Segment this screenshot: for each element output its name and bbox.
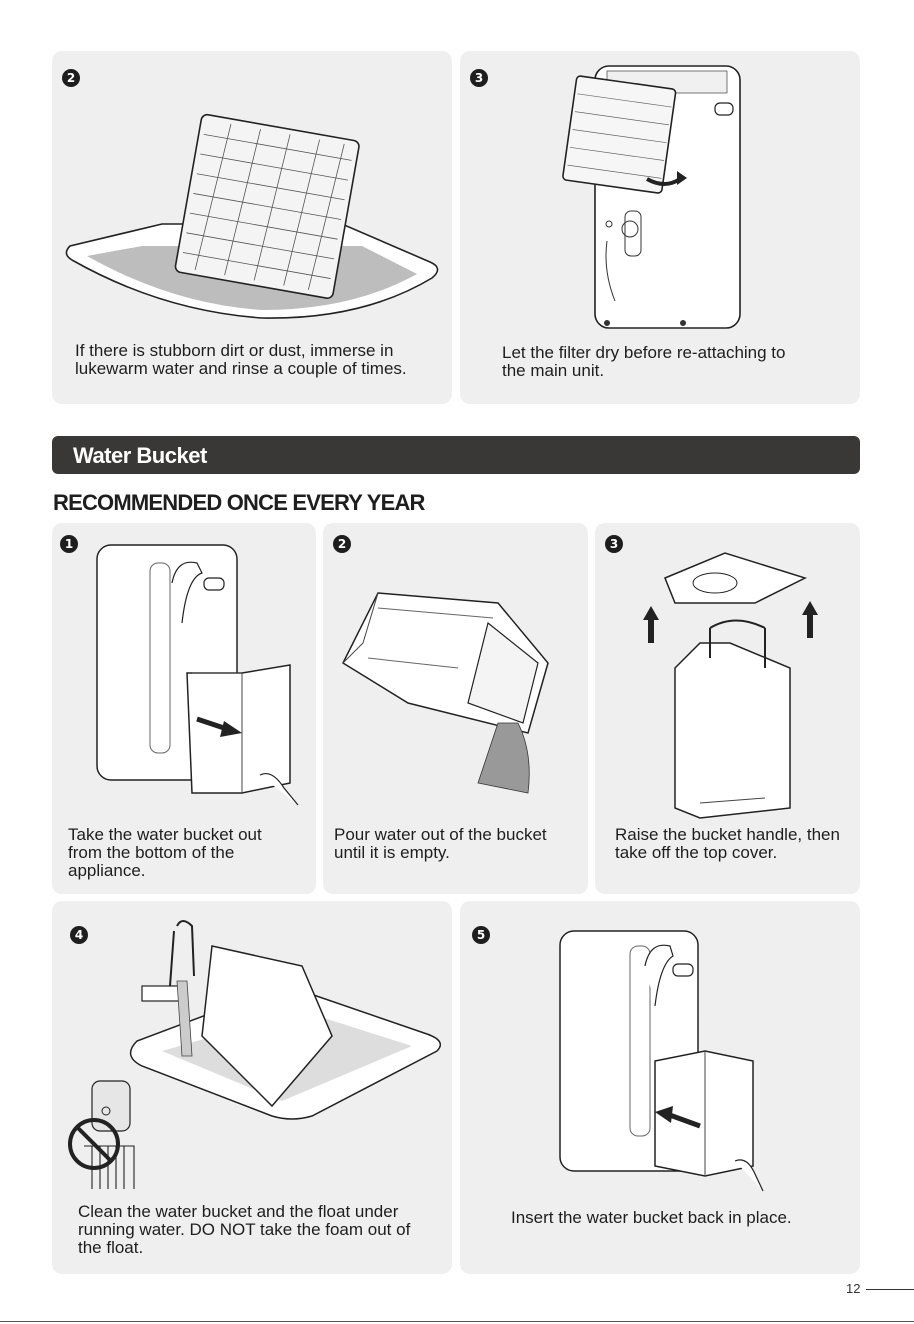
bucket-step-2-card [323, 523, 588, 894]
step-card-filter-rinse [52, 51, 452, 404]
step-number-badge: 3 [605, 535, 623, 553]
bucket-pour-illustration [338, 583, 568, 803]
step-number-badge: 2 [62, 69, 80, 87]
section-subtitle: RECOMMENDED ONCE EVERY YEAR [53, 490, 425, 515]
bucket-removal-illustration [92, 543, 302, 813]
bottom-rule [0, 1321, 914, 1322]
page-number-rule [866, 1289, 914, 1290]
step-number-badge: 2 [333, 535, 351, 553]
bucket-cover-lift-illustration [615, 548, 845, 823]
bucket-step-5-card [460, 901, 860, 1274]
step-caption: Clean the water bucket and the float under running water. DO NOT take the foam out of the float. [78, 1202, 411, 1257]
step-caption: Insert the water bucket back in place. [511, 1208, 792, 1227]
step-number-badge: 1 [60, 535, 78, 553]
step-caption: Take the water bucket out from the bottom of the appliance. [68, 825, 262, 880]
section-title: Water Bucket [73, 443, 207, 468]
step-caption: Pour water out of the bucket until it is empty. [334, 825, 547, 862]
step-number-badge: 5 [472, 926, 490, 944]
bucket-step-3-card [595, 523, 860, 894]
bucket-insert-illustration [555, 926, 765, 1196]
filter-reattach-illustration [555, 61, 755, 336]
step-number-badge: 4 [70, 926, 88, 944]
section-header-bar [52, 436, 860, 474]
step-card-filter-dry [460, 51, 860, 404]
step-caption: Let the filter dry before re-attaching to the main unit. [502, 343, 786, 380]
float-illustration [64, 1076, 154, 1191]
bucket-step-4-card [52, 901, 452, 1274]
bucket-step-1-card [52, 523, 316, 894]
bucket-rinse-illustration [122, 916, 447, 1126]
step-number-badge: 3 [470, 69, 488, 87]
filter-in-basin-illustration [62, 106, 442, 336]
page-number: 12 [846, 1281, 861, 1296]
step-caption: If there is stubborn dirt or dust, immerse in lukewarm water and rinse a couple of times. [75, 341, 407, 378]
step-caption: Raise the bucket handle, then take off the top cover. [615, 825, 840, 862]
